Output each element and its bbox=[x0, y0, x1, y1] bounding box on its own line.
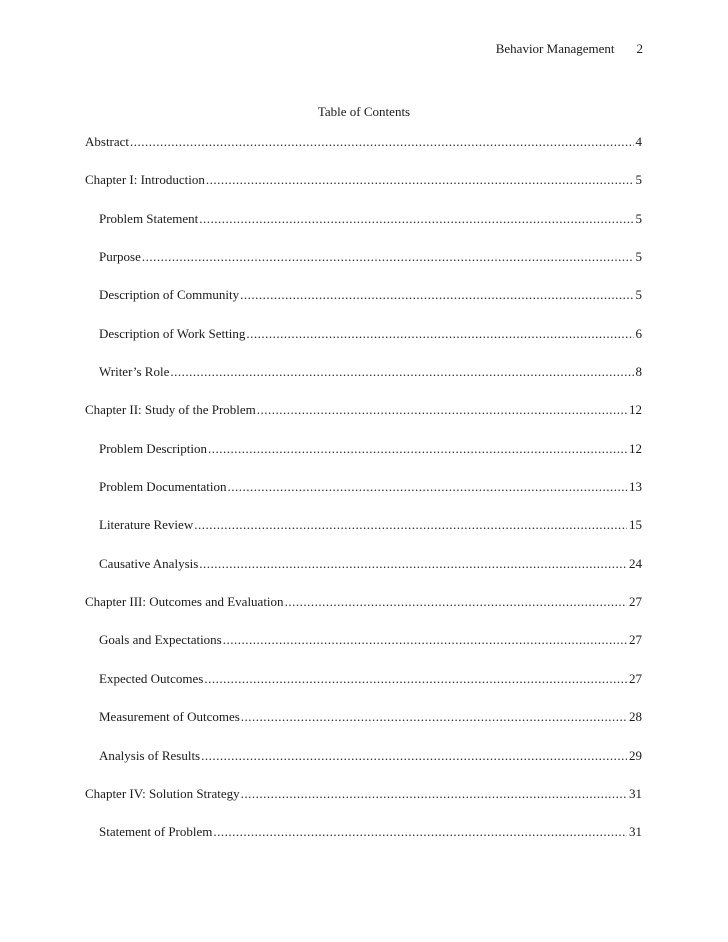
toc-entry-section bbox=[85, 822, 642, 841]
toc-entry-label: Expected Outcomes bbox=[99, 670, 204, 686]
toc-entry-section bbox=[85, 746, 642, 765]
toc-entry-chapter bbox=[85, 400, 642, 419]
toc-entry-label: Chapter III: Outcomes and Evaluation bbox=[85, 594, 284, 610]
toc-dot-leader bbox=[257, 400, 627, 419]
toc-entry-label: Measurement of Outcomes bbox=[99, 709, 240, 725]
toc-entry-chapter bbox=[85, 132, 642, 151]
toc-dot-leader bbox=[199, 209, 633, 228]
toc-list bbox=[85, 132, 642, 861]
toc-entry-page-number: 8 bbox=[635, 364, 642, 380]
toc-entry-page-number: 5 bbox=[635, 249, 642, 265]
toc-entry-section bbox=[85, 630, 642, 649]
toc-entry-label: Chapter I: Introduction bbox=[85, 172, 205, 188]
toc-dot-leader bbox=[223, 630, 627, 649]
toc-entry-section bbox=[85, 285, 642, 304]
toc-dot-leader bbox=[201, 746, 627, 765]
toc-entry-chapter bbox=[85, 592, 642, 611]
toc-entry-page-number: 29 bbox=[629, 747, 642, 763]
toc-dot-leader bbox=[194, 515, 627, 534]
toc-dot-leader bbox=[208, 439, 627, 458]
toc-entry-page-number: 27 bbox=[629, 670, 642, 686]
toc-entry-section bbox=[85, 669, 642, 688]
toc-title: Table of Contents bbox=[317, 104, 411, 119]
toc-entry-label: Problem Documentation bbox=[99, 479, 227, 495]
toc-entry-page-number: 28 bbox=[629, 709, 642, 725]
toc-dot-leader bbox=[227, 477, 627, 496]
toc-entry-section bbox=[85, 362, 642, 381]
toc-entry-label: Problem Description bbox=[99, 440, 207, 456]
toc-entry-page-number: 31 bbox=[629, 824, 642, 840]
toc-entry-page-number: 27 bbox=[629, 594, 642, 610]
toc-entry-label: Description of Work Setting bbox=[99, 325, 246, 341]
toc-dot-leader bbox=[142, 247, 634, 266]
page-number: 2 bbox=[636, 41, 643, 56]
toc-entry-page-number: 12 bbox=[629, 402, 642, 418]
toc-entry-section bbox=[85, 247, 642, 266]
toc-dot-leader bbox=[170, 362, 633, 381]
toc-entry-page-number: 5 bbox=[635, 287, 642, 303]
toc-entry-label: Literature Review bbox=[99, 517, 194, 533]
toc-dot-leader bbox=[240, 285, 633, 304]
toc-dot-leader bbox=[206, 170, 634, 189]
toc-entry-section bbox=[85, 554, 642, 573]
toc-dot-leader bbox=[199, 554, 627, 573]
toc-entry-section bbox=[85, 707, 642, 726]
toc-entry-section bbox=[85, 477, 642, 496]
toc-entry-label: Purpose bbox=[99, 249, 141, 265]
toc-entry-page-number: 24 bbox=[629, 555, 642, 571]
toc-dot-leader bbox=[246, 324, 633, 343]
toc-entry-page-number: 13 bbox=[629, 479, 642, 495]
toc-entry-section bbox=[85, 439, 642, 458]
toc-entry-page-number: 4 bbox=[635, 134, 642, 149]
toc-entry-section bbox=[85, 515, 642, 534]
running-head-title: Behavior Management bbox=[495, 41, 615, 56]
toc-entry-page-number: 27 bbox=[629, 632, 642, 648]
toc-entry-label: Abstract bbox=[85, 134, 130, 149]
toc-dot-leader bbox=[241, 784, 627, 803]
toc-entry-page-number: 31 bbox=[629, 785, 642, 801]
toc-entry-label: Chapter II: Study of the Problem bbox=[85, 402, 256, 418]
toc-entry-page-number: 15 bbox=[629, 517, 642, 533]
toc-entry-label: Goals and Expectations bbox=[99, 632, 222, 648]
toc-entry-label: Causative Analysis bbox=[99, 555, 199, 571]
toc-entry-section bbox=[85, 209, 642, 228]
toc-dot-leader bbox=[285, 592, 627, 611]
toc-entry-page-number: 5 bbox=[635, 210, 642, 226]
toc-entry-page-number: 6 bbox=[635, 325, 642, 341]
toc-entry-label: Chapter IV: Solution Strategy bbox=[85, 785, 240, 801]
toc-entry-page-number: 5 bbox=[635, 172, 642, 188]
toc-entry-page-number: 12 bbox=[629, 440, 642, 456]
toc-entry-chapter bbox=[85, 784, 642, 803]
running-head bbox=[496, 41, 643, 57]
toc-dot-leader bbox=[241, 707, 627, 726]
toc-entry-label: Writer’s Role bbox=[99, 364, 170, 380]
toc-entry-label: Statement of Problem bbox=[99, 824, 213, 840]
toc-entry-label: Description of Community bbox=[99, 287, 240, 303]
toc-entry-label: Analysis of Results bbox=[99, 747, 201, 763]
toc-dot-leader bbox=[130, 132, 633, 151]
toc-dot-leader bbox=[204, 669, 627, 688]
toc-entry-chapter bbox=[85, 170, 642, 189]
toc-entry-section bbox=[85, 324, 642, 343]
toc-dot-leader bbox=[213, 822, 627, 841]
toc-entry-label: Problem Statement bbox=[99, 210, 199, 226]
